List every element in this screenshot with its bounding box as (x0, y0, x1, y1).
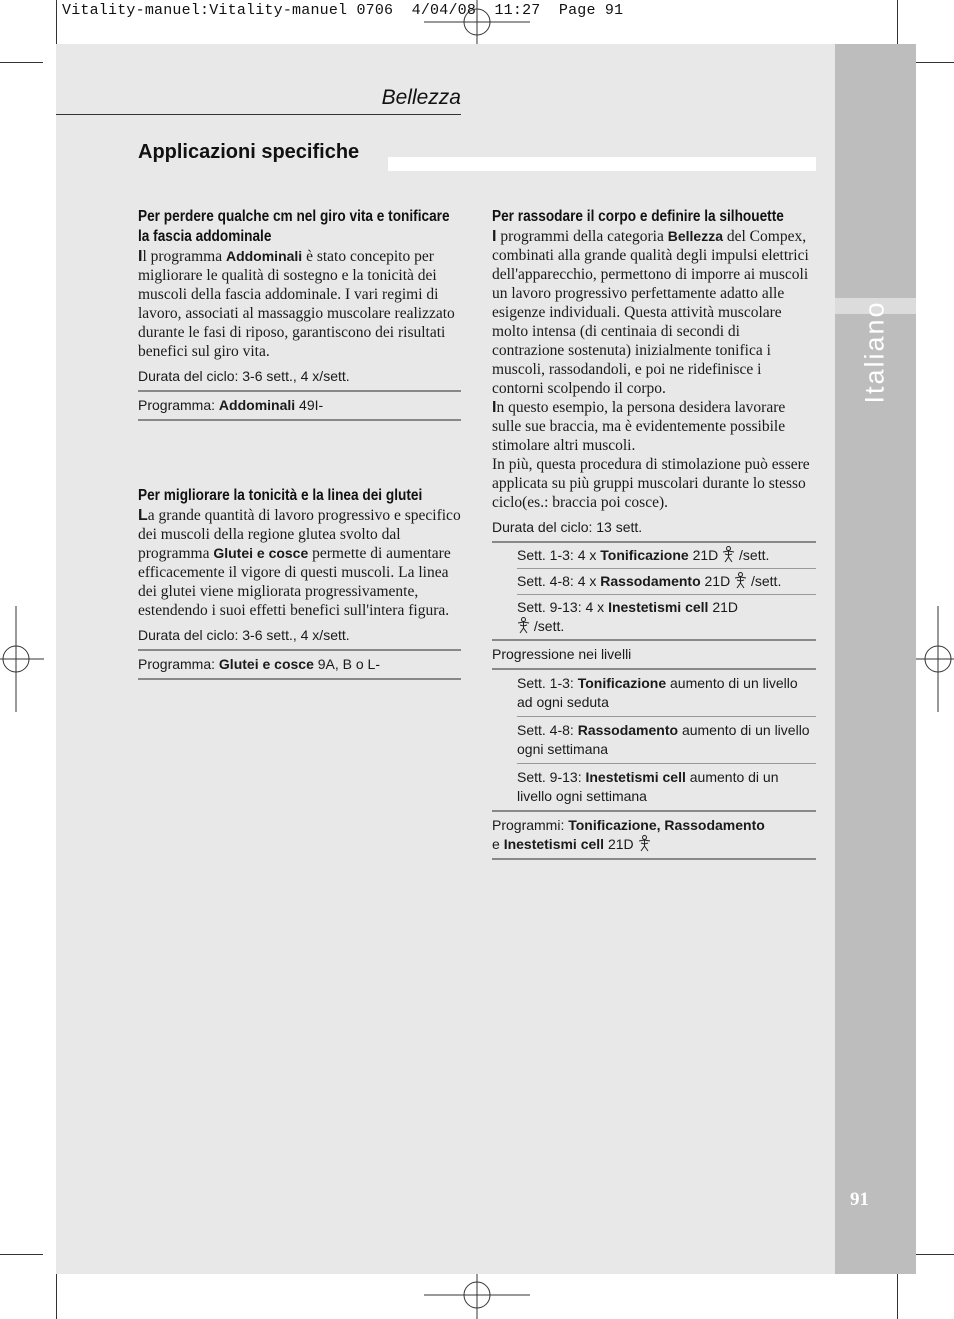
week-range: Sett. 9-13: (517, 769, 586, 785)
week-range: Sett. 1-3: (517, 675, 578, 691)
crop-mark (911, 1254, 954, 1255)
left-block-glutes (138, 486, 461, 680)
program-name: Glutei e cosce (218, 656, 314, 672)
level-row (517, 670, 816, 716)
program-code: 21D (700, 573, 731, 589)
program-name: Tonificazione (600, 547, 689, 563)
text-run: programmi della categoria (496, 228, 668, 245)
block-paragraph: In più, questa procedura di stimolazione può essere applicata su più gruppi muscolari durante lo stesso ciclo(es.: braccia poi cosce). (492, 456, 810, 511)
block-heading: Per rassodare il corpo e definire la silhouette (492, 208, 784, 225)
level-row (517, 717, 816, 763)
crop-mark (56, 1270, 57, 1319)
cycle-duration: Durata del ciclo: 13 sett. (492, 519, 643, 535)
level-row (517, 764, 816, 810)
crop-mark (911, 62, 954, 63)
divider (138, 390, 461, 392)
divider (138, 678, 461, 680)
week-row (517, 569, 816, 594)
divider (492, 858, 816, 860)
crop-mark (897, 0, 898, 48)
week-row (517, 595, 816, 639)
language-tab-label: Italiano (859, 300, 890, 404)
program-code: 9A, B o L- (313, 656, 381, 672)
drop-cap: L (138, 507, 148, 524)
block-paragraph (492, 398, 816, 455)
text-run: permette di aumentare efficacemente il vigore di questi muscoli. La linea dei glutei viene migliorata progressivamente, estendendo i suoi effetti benefici sull'intera figura. (138, 545, 451, 619)
program-name: Tonificazione, Rassodamento (568, 817, 765, 833)
drop-cap: I (138, 248, 143, 265)
program-name: Glutei e cosce (213, 545, 309, 561)
text-run: l programma (142, 248, 226, 265)
text-run: a grande quantità di lavoro progressivo e specifico dei muscoli della regione glutea svolto dal programma (138, 507, 461, 562)
cycle-duration: Durata del ciclo: 3-6 sett., 4 x/sett. (138, 627, 350, 643)
week-range: Sett. 9-13: 4 x (517, 599, 609, 615)
program-name: Rassodamento (600, 573, 701, 589)
block-paragraph (138, 506, 461, 620)
level-note: aumento di un livello ogni settimana (517, 769, 779, 804)
block-heading: Per perdere qualche cm nel giro vita e tonificare la fascia addominale (138, 208, 450, 245)
levels-list (492, 670, 816, 810)
weeks-list (492, 543, 816, 639)
program-name: Inestetismi cell (585, 769, 686, 785)
print-slug: Vitality-manuel:Vitality-manuel 0706 4/04/08 11:27 Page 91 (62, 2, 624, 19)
program-label: Programma: (138, 397, 219, 413)
frequency-unit: /sett. (747, 573, 782, 589)
text-run: è stato concepito per migliorare le qualità di sostegno e la tonicità dei muscoli della fascia addominale. I vari regimi di lavoro, associati al massaggio muscolare realizzato durante le fasi di riposo, garantiscono dei risultati benefici sul giro vita. (138, 248, 455, 360)
divider (138, 649, 461, 651)
level-note: aumento di un livello ad ogni seduta (517, 675, 798, 710)
cycle-duration: Durata del ciclo: 3-6 sett., 4 x/sett. (138, 368, 350, 384)
page-number: 91 (850, 1189, 869, 1210)
subsection-bar (388, 157, 816, 171)
program-name: Inestetismi cell (608, 599, 709, 615)
person-icon (722, 546, 735, 563)
person-icon (734, 572, 747, 589)
program-line (138, 396, 461, 415)
program-name: Inestetismi cell (503, 836, 605, 852)
text-run: n questo esempio, la persona desidera lavorare sulle sue braccia, ma è evidentemente possibile stimolare altri muscoli. (492, 399, 786, 454)
programs-label: Programmi: (492, 817, 569, 833)
week-range: Sett. 4-8: (517, 722, 578, 738)
block-paragraph (138, 247, 461, 361)
week-range: Sett. 1-3: 4 x (517, 547, 601, 563)
program-line (138, 655, 461, 674)
left-block-abdomen (138, 207, 461, 421)
person-icon (517, 617, 530, 634)
level-note: aumento di un livello ogni settimana (517, 722, 810, 757)
program-code: 21D (688, 547, 719, 563)
program-name: Addominali (225, 248, 303, 264)
conjunction: e (492, 836, 504, 852)
program-code: 49I- (295, 397, 324, 413)
crop-mark (897, 1270, 898, 1319)
side-tab (835, 44, 916, 1274)
category-name: Bellezza (667, 228, 723, 244)
drop-cap: I (492, 228, 497, 245)
program-code: 21D (708, 599, 739, 615)
registration-mark (424, 1270, 530, 1319)
frequency-unit: /sett. (530, 618, 565, 634)
crop-mark (56, 0, 57, 48)
right-block-silhouette (492, 207, 816, 860)
registration-mark (910, 606, 954, 712)
divider (138, 419, 461, 421)
crop-mark (0, 1254, 43, 1255)
program-code: 21D (604, 836, 634, 852)
week-range: Sett. 4-8: 4 x (517, 573, 601, 589)
section-title: Bellezza (381, 86, 461, 109)
subsection-title: Applicazioni specifiche (138, 141, 360, 163)
crop-mark (0, 62, 43, 63)
block-paragraph (492, 227, 816, 398)
program-name: Addominali (218, 397, 296, 413)
frequency-unit: /sett. (735, 547, 770, 563)
programs-line (492, 812, 816, 858)
registration-mark (0, 606, 44, 712)
week-row (517, 543, 816, 568)
program-name: Rassodamento (577, 722, 679, 738)
program-label: Programma: (138, 656, 219, 672)
drop-cap: I (492, 399, 497, 416)
section-rule (56, 114, 461, 115)
program-name: Tonificazione (577, 675, 667, 691)
text-run: del Compex, combinati alla grande qualità degli impulsi elettrici dell'apparecchio, permettono di imporre ai muscoli un lavoro progressivo perfettamente adatto alle esigenze individuali. Questa attività muscolare molto intensa (di centinaia di secondi di contrazione sostenuta) inizialmente tonifica i muscoli, rassodandoli, e poi ne ridefinisce i contorni scolpendo il corpo. (492, 228, 809, 397)
block-heading: Per migliorare la tonicità e la linea dei glutei (138, 487, 423, 504)
registration-mark (424, 0, 530, 44)
levels-label: Progressione nei livelli (492, 646, 632, 662)
person-icon (638, 835, 651, 852)
